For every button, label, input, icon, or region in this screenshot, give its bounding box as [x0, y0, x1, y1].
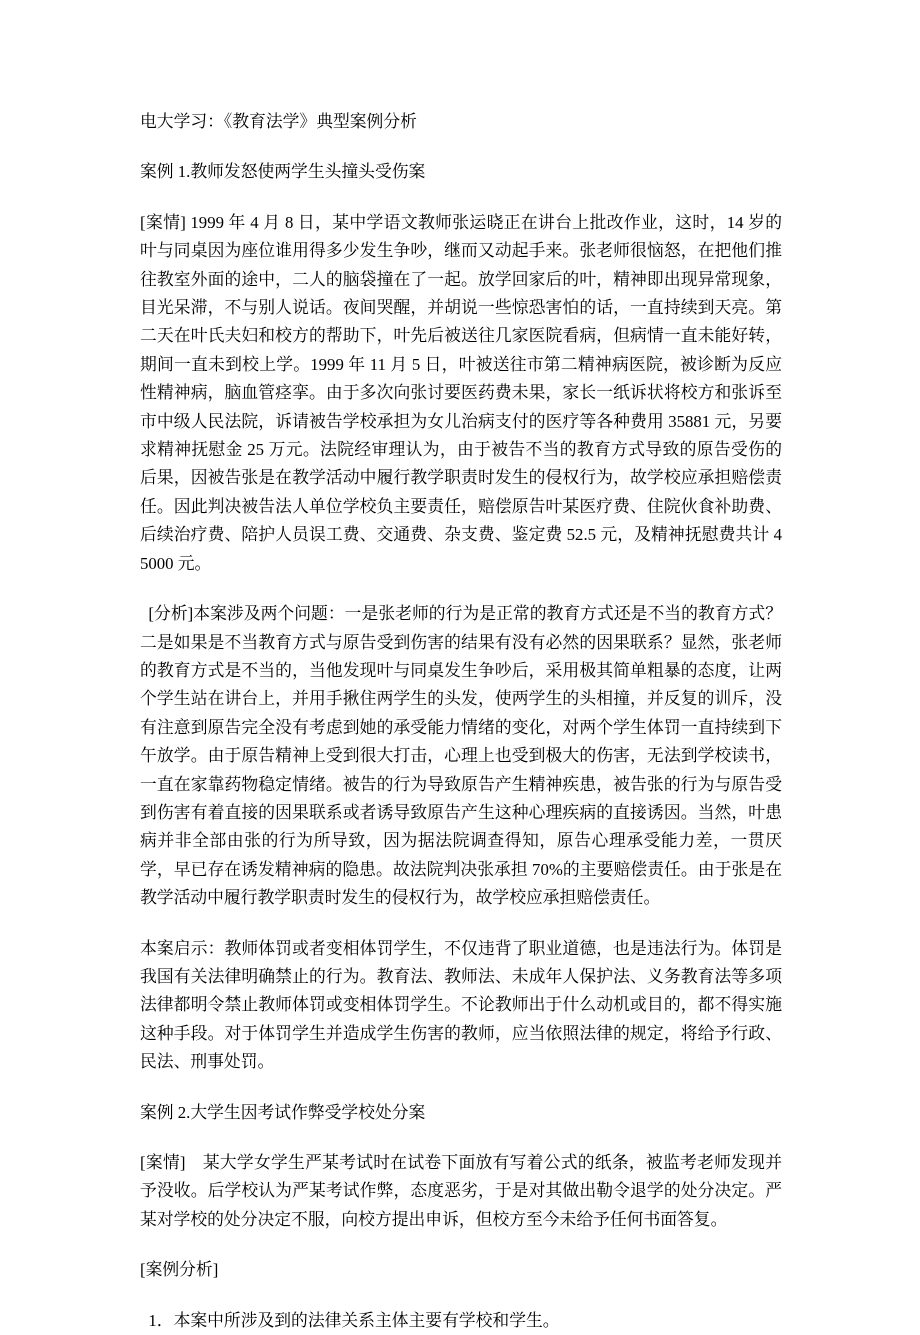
- case1-analysis-paragraph: [分析]本案涉及两个问题：一是张老师的行为是正常的教育方式还是不当的教育方式？二是如果是不当教育方式与原告受到伤害的结果有没有必然的因果联系？显然，张老师的教育方式是不当的，当他发现叶与同桌发生争吵后，采用极其简单粗暴的态度，让两个学生站在讲台上，并用手揪住两学生的头发，使两学生的头相撞，并反复的训斥，没有注意到原告完全没有考虑到她的承受能力情绪的变化，对两个学生体罚一直持续到下午放学。由于原告精神上受到很大打击，心理上也受到极大的伤害，无法到学校读书，一直在家靠药物稳定情绪。被告的行为导致原告产生精神疾患，被告张的行为与原告受到伤害有着直接的因果联系或者诱导致原告产生这种心理疾病的直接诱因。当然，叶患病并非全部由张的行为所导致，因为据法院调查得知，原告心理承受能力差，一贯厌学，早已存在诱发精神病的隐患。故法院判决张承担 70%的主要赔偿责任。由于张是在教学活动中履行教学职责时发生的侵权行为，故学校应承担赔偿责任。: [140, 604, 782, 908]
- case1-heading: 案例 1.教师发怒使两学生头撞头受伤案: [140, 162, 426, 182]
- case2-heading: 案例 2.大学生因考试作弊受学校处分案: [140, 1102, 426, 1122]
- document-title: 电大学习：《教育法学》典型案例分析: [140, 112, 417, 131]
- case2-facts-paragraph: [案情] 某大学女学生严某考试时在试卷下面放有写着公式的纸条，被监考老师发现并予没收。后学校认为严某考试作弊，态度恶劣，于是对其做出勒令退学的处分决定。严某对学校的处分决定不服，向校方提出申诉，但校方至今未给予任何书面答复。: [140, 1153, 782, 1229]
- case2-analysis-label: [案例分析]: [140, 1260, 219, 1280]
- case2-analysis-point-1: 1．本案中所涉及到的法律关系主体主要有学校和学生。: [148, 1310, 560, 1330]
- case1-facts-paragraph: [案情] 1999 年 4 月 8 日，某中学语文教师张运晓正在讲台上批改作业，这时，14 岁的叶与同桌因为座位谁用得多少发生争吵，继而又动起手来。张老师很恼怒，在把他们推往教室外面的途中，二人的脑袋撞在了一起。放学回家后的叶，精神即出现异常现象，目光呆滞，不与别人说话。夜间哭醒，并胡说一些惊恐害怕的话，一直持续到天亮。第二天在叶氏夫妇和校方的帮助下，叶先后被送往几家医院看病，但病情一直未能好转，期间一直未到校上学。1999 年 11 月 5 日，叶被送往市第二精神病医院，被诊断为反应性精神病，脑血管痉挛。由于多次向张讨要医药费未果，家长一纸诉状将校方和张诉至市中级人民法院，诉请被告学校承担为女儿治病支付的医疗等各种费用 35881 元，另要求精神抚慰金 25 万元。法院经审理认为，由于被告不当的教育方式导致的原告受伤的后果，因被告张是在教学活动中履行教学职责时发生的侵权行为，故学校应承担赔偿责任。因此判决被告法人单位学校负主要责任，赔偿原告叶某医疗费、住院伙食补助费、后续治疗费、陪护人员误工费、交通费、杂支费、鉴定费 52.5 元，及精神抚慰费共计 45000 元。: [140, 212, 782, 573]
- case1-lesson-paragraph: 本案启示：教师体罚或者变相体罚学生，不仅违背了职业道德，也是违法行为。体罚是我国有关法律明确禁止的行为。教育法、教师法、未成年人保护法、义务教育法等多项法律都明令禁止教师体罚或变相体罚学生。不论教师出于什么动机或目的，都不得实施这种手段。对于体罚学生并造成学生伤害的教师，应当依照法律的规定，将给予行政、民法、刑事处罚。: [140, 938, 782, 1072]
